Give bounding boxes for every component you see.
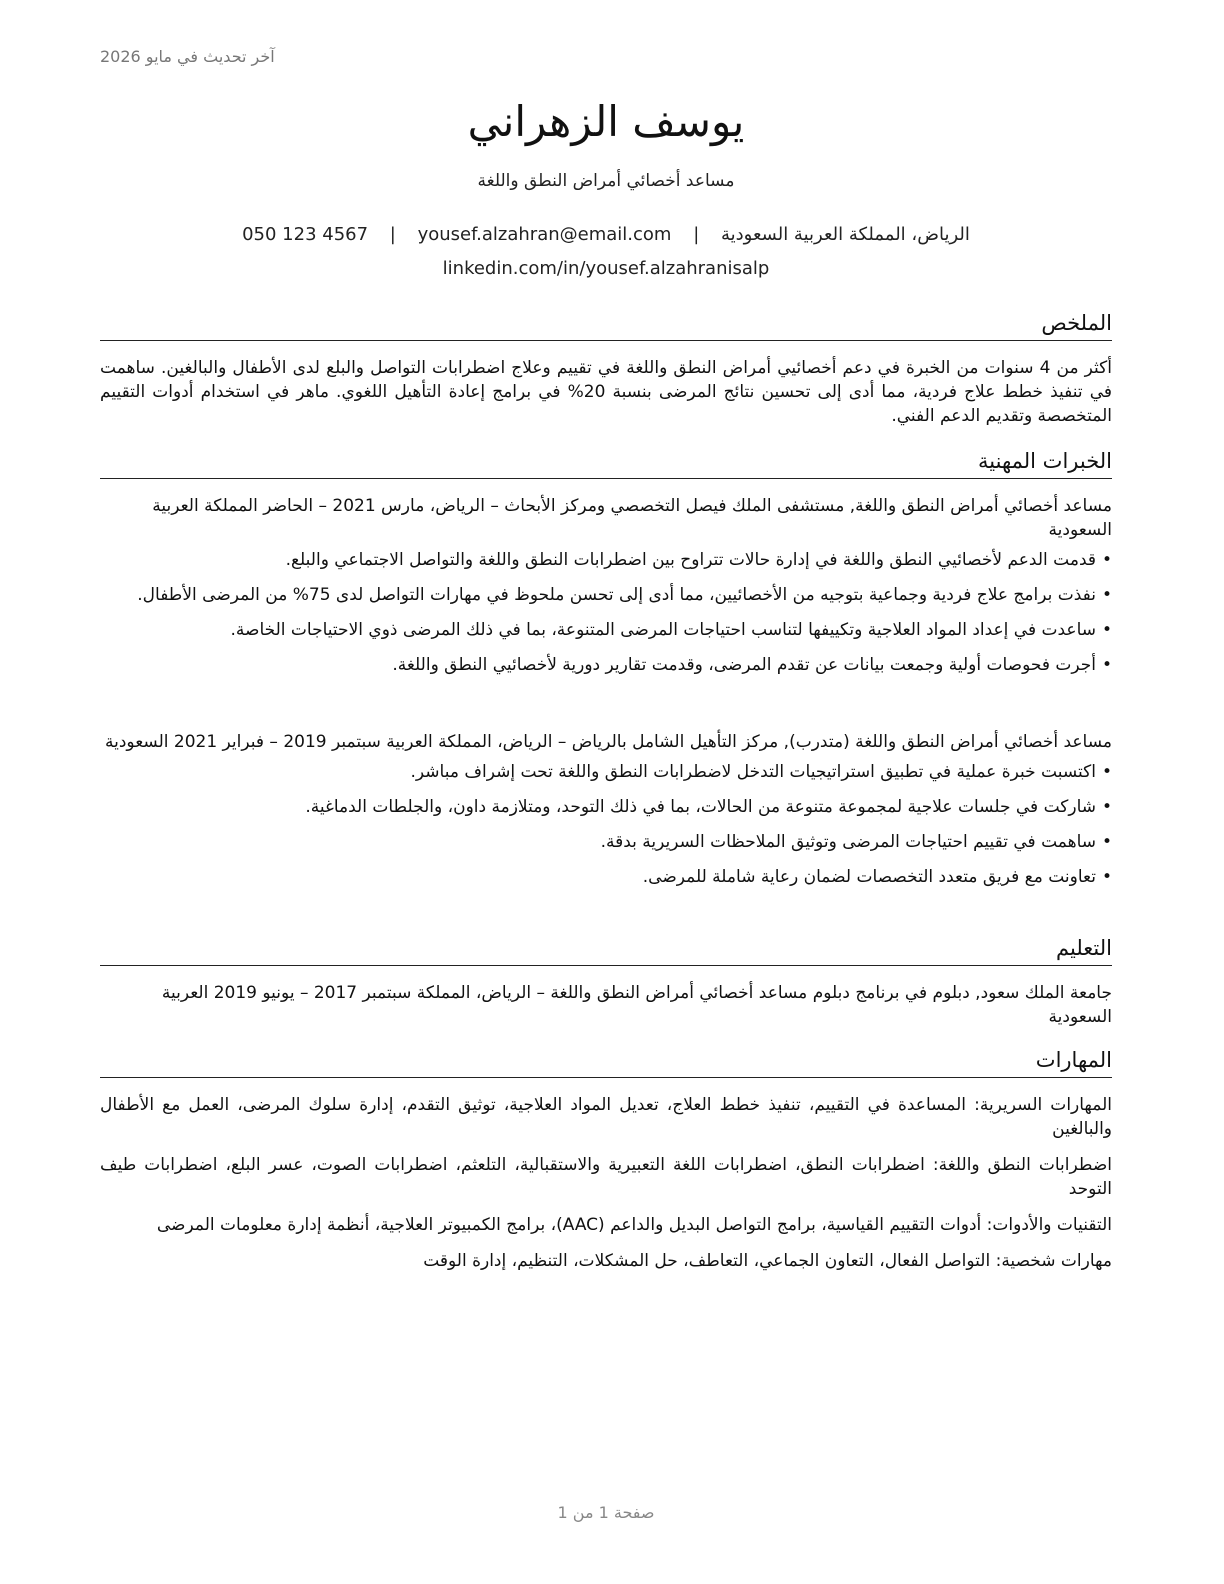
resume-page	[100, 0, 1112, 1584]
candidate-title: مساعد أخصائي أمراض النطق واللغة	[477, 171, 735, 191]
summary-heading: الملخص	[100, 308, 1112, 341]
skill-row: مهارات شخصية: التواصل الفعال، التعاون الجماعي، التعاطف، حل المشكلات، التنظيم، إدارة الوقت	[423, 1251, 1112, 1271]
location-text: الرياض، المملكة العربية السعودية	[721, 224, 970, 245]
phone-number: 050 123 4567	[242, 224, 369, 245]
skill-row: اضطرابات النطق واللغة: اضطرابات النطق، اضطرابات اللغة التعبيرية والاستقبالية، التلعثم، اضطرابات الصوت، عسر البلع، اضطرابات طيف التوحد	[100, 1155, 1112, 1199]
skills-list	[100, 1093, 1112, 1285]
summary-text: أكثر من 4 سنوات من الخبرة في دعم أخصائيي أمراض النطق واللغة في تقييم وعلاج اضطرابات التواصل والبلع لدى الأطفال والبالغين. ساهمت في تنفيذ خطط علاج فردية، مما أدى إلى تحسين نتائج المرضى بنسبة 20% في برامج إعادة التأهيل اللغوي. ماهر في استخدام أدوات التقييم المتخصصة وتقديم الدعم الفني.	[100, 358, 1112, 426]
job-bullets	[100, 548, 1112, 677]
education-heading: التعليم	[100, 933, 1112, 966]
linkedin-link[interactable]: linkedin.com/in/yousef.alzahranisalp	[442, 258, 770, 279]
job-header: مساعد أخصائي أمراض النطق واللغة (متدرب), مركز التأهيل الشامل بالرياض – الرياض، المملكة العربية سبتمبر 2019 – فبراير 2021 السعودية	[105, 732, 1112, 752]
job-entry	[100, 494, 1112, 688]
job-entry	[100, 730, 1112, 900]
job-bullet: • ساهمت في تقييم احتياجات المرضى وتوثيق الملاحظات السريرية بدقة.	[100, 830, 1112, 854]
contact-separator: |	[693, 224, 700, 245]
job-bullet: • قدمت الدعم لأخصائيي النطق واللغة في إدارة حالات تتراوح بين اضطرابات النطق واللغة والتواصل الاجتماعي والبلع.	[100, 548, 1112, 572]
last-updated-note: آخر تحديث في مايو 2026	[100, 47, 275, 66]
candidate-name: يوسف الزهراني	[467, 97, 745, 146]
skill-row: المهارات السريرية: المساعدة في التقييم، تنفيذ خطط العلاج، تعديل المواد العلاجية، توثيق التقدم، إدارة سلوك المرضى، العمل مع الأطفال والبالغين	[100, 1095, 1112, 1139]
contact-separator: |	[389, 224, 396, 245]
job-header: مساعد أخصائي أمراض النطق واللغة, مستشفى الملك فيصل التخصصي ومركز الأبحاث – الرياض، مارس 2021 – الحاضر المملكة العربية السعودية	[152, 496, 1112, 540]
education-entry: جامعة الملك سعود, دبلوم في برنامج دبلوم مساعد أخصائي أمراض النطق واللغة – الرياض، المملكة سبتمبر 2017 – يونيو 2019 العربية السعودية	[161, 983, 1112, 1027]
skill-row: التقنيات والأدوات: أدوات التقييم القياسية، برامج التواصل البديل والداعم (AAC)، برامج الكمبيوتر العلاجية، أنظمة إدارة معلومات المرضى	[156, 1215, 1112, 1235]
experience-heading: الخبرات المهنية	[100, 446, 1112, 479]
email-link[interactable]: yousef.alzahran@email.com	[417, 224, 672, 245]
job-bullet: • نفذت برامج علاج فردية وجماعية بتوجيه من الأخصائيين، مما أدى إلى تحسن ملحوظ في مهارات التواصل لدى 75% من المرضى الأطفال.	[100, 583, 1112, 607]
job-bullet: • تعاونت مع فريق متعدد التخصصات لضمان رعاية شاملة للمرضى.	[100, 865, 1112, 889]
job-bullet: • اكتسبت خبرة عملية في تطبيق استراتيجيات التدخل لاضطرابات النطق واللغة تحت إشراف مباشر.	[100, 760, 1112, 784]
job-bullets	[100, 760, 1112, 889]
job-bullet: • أجرت فحوصات أولية وجمعت بيانات عن تقدم المرضى، وقدمت تقارير دورية لأخصائيي النطق واللغة.	[100, 653, 1112, 677]
page-number: صفحة 1 من 1	[557, 1503, 655, 1522]
job-bullet: • ساعدت في إعداد المواد العلاجية وتكييفها لتناسب احتياجات المرضى المتنوعة، بما في ذلك المرضى ذوي الاحتياجات الخاصة.	[100, 618, 1112, 642]
contact-line	[100, 224, 1112, 245]
job-bullet: • شاركت في جلسات علاجية لمجموعة متنوعة من الحالات، بما في ذلك التوحد، ومتلازمة داون، والجلطات الدماغية.	[100, 795, 1112, 819]
skills-heading: المهارات	[100, 1045, 1112, 1078]
